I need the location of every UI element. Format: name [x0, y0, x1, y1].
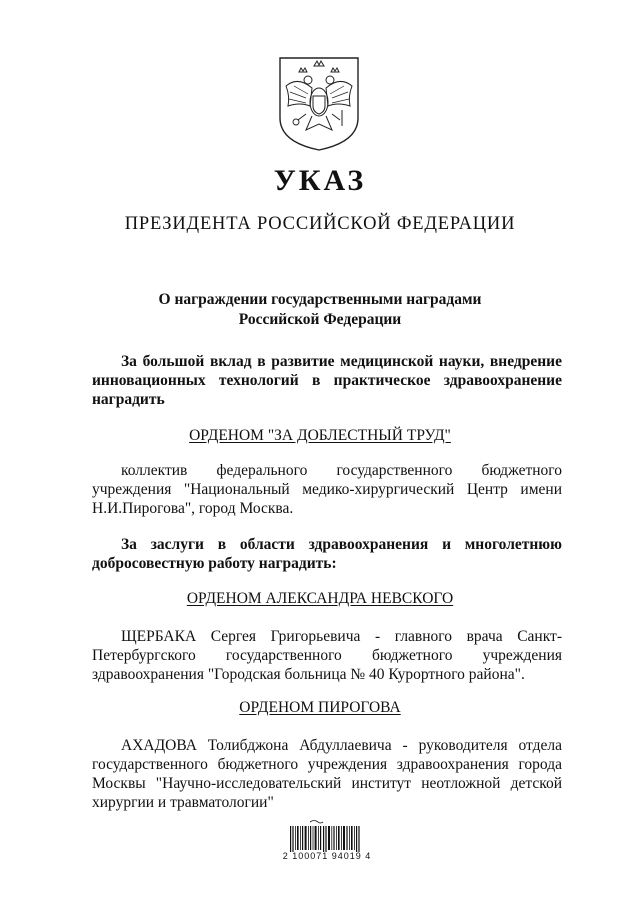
decree-subject	[100, 290, 540, 330]
double-headed-eagle-emblem-icon	[276, 56, 362, 152]
section-1-preamble: За большой вклад в развитие медицинской науки, внедрение инновационных технологий в практическое здравоохранение наградить	[92, 353, 562, 408]
section-1-recipient: коллектив федерального государственного бюджетного учреждения "Национальный медико-хирургический Центр имени Н.И.Пирогова", город Москва.	[92, 462, 562, 517]
barcode-number: 2 100071 94019 4	[282, 851, 372, 861]
section-2-order: ОРДЕНОМ АЛЕКСАНДРА НЕВСКОГО	[186, 590, 454, 607]
section-2-preamble: За заслуги в области здравоохранения и многолетнюю добросовестную работу наградить:	[92, 536, 562, 572]
decree-title: УКАЗ	[273, 164, 367, 197]
section-1-order: ОРДЕНОМ "ЗА ДОБЛЕСТНЫЙ ТРУД"	[189, 427, 451, 444]
subject-line-2: Российской Федерации	[238, 311, 402, 328]
section-2-recipient: ЩЕРБАКА Сергея Григорьевича - главного врача Санкт-Петербургского государственного бюджетного учреждения здравоохранения "Городская больница № 40 Курортного района".	[92, 628, 562, 683]
section-3-order: ОРДЕНОМ ПИРОГОВА	[239, 699, 401, 716]
subject-line-1: О награждении государственными наградами	[158, 291, 482, 308]
section-3-recipient: АХАДОВА Толибджона Абдуллаевича - руководителя отдела государственного бюджетного учреждения здравоохранения города Москвы "Научно-исследовательский институт неотложной детской хирургии и травматологии"	[92, 737, 562, 811]
decree-subtitle: ПРЕЗИДЕНТА РОССИЙСКОЙ ФЕДЕРАЦИИ	[124, 214, 516, 234]
